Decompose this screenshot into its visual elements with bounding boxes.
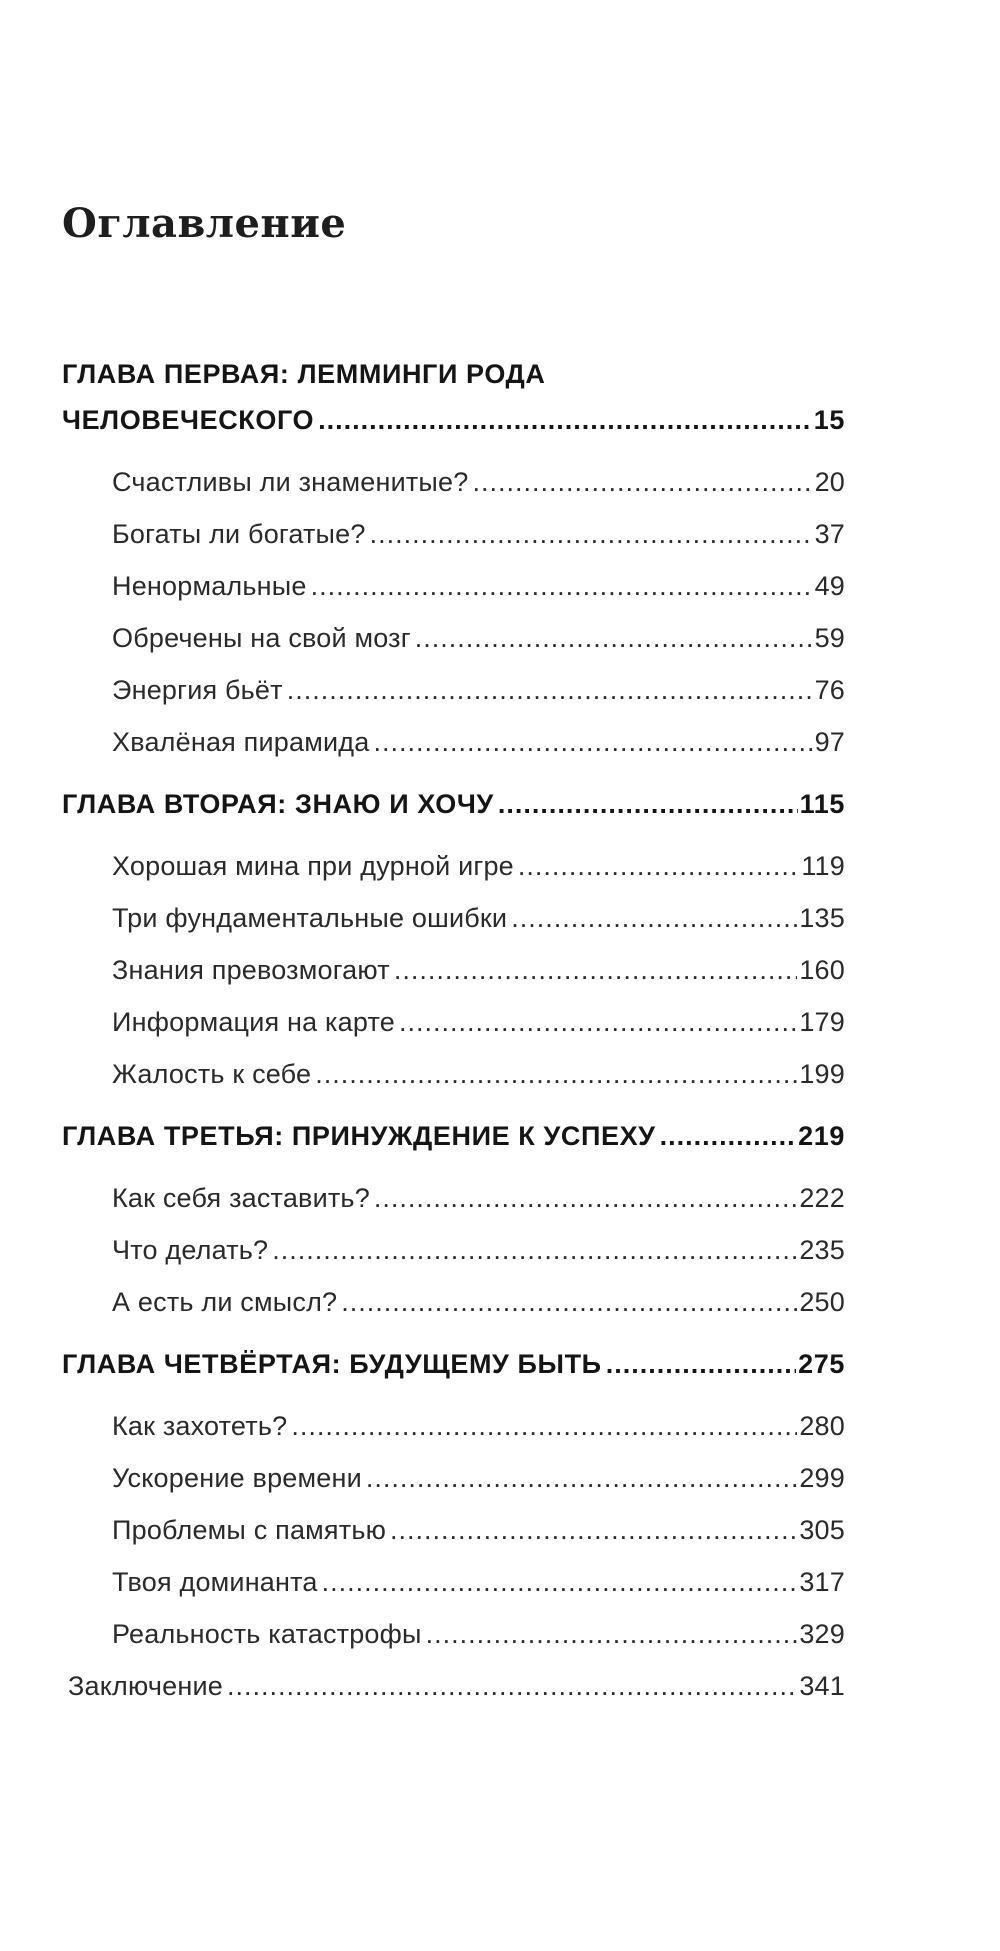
toc-section-entry	[112, 1002, 845, 1038]
toc-entry-title: А есть ли смысл?	[112, 1287, 338, 1317]
toc-entry-page-number: 341	[799, 1671, 845, 1701]
toc-section-entry	[112, 670, 845, 706]
toc-entry-title: Знания превозмогают	[112, 955, 390, 985]
toc-entry-page-number: 275	[798, 1349, 845, 1379]
dot-leader	[322, 1567, 798, 1598]
toc-entry-title: Что делать?	[112, 1235, 269, 1265]
dot-leader	[399, 1007, 797, 1038]
toc-entry-page-number: 199	[799, 1059, 845, 1089]
toc-section-entry	[112, 950, 845, 986]
dot-leader	[518, 851, 799, 882]
dot-leader	[394, 955, 798, 986]
toc-entry-title: Как захотеть?	[112, 1411, 288, 1441]
dot-leader	[287, 675, 813, 706]
toc-entry-title: Реальность катастрофы	[112, 1619, 422, 1649]
toc-section-entry	[112, 1406, 845, 1442]
toc-entry-title: Счастливы ли знаменитые?	[112, 467, 469, 497]
dot-leader	[660, 1121, 797, 1152]
toc-entry-title: Твоя доминанта	[112, 1567, 318, 1597]
toc-section-entry	[112, 1614, 845, 1650]
toc-entry-title: Хорошая мина при дурной игре	[112, 851, 514, 881]
toc-section-entry	[112, 462, 845, 498]
toc-entry-page-number: 219	[798, 1121, 845, 1151]
toc-chapter-entry	[62, 354, 845, 390]
toc-section-entry	[112, 1054, 845, 1090]
toc-entry-title: ГЛАВА ПЕРВАЯ: ЛЕММИНГИ РОДА	[62, 359, 546, 389]
toc-chapter-entry	[62, 784, 845, 820]
dot-leader	[498, 789, 798, 820]
toc-entry-page-number: 299	[799, 1463, 845, 1493]
toc-entry-page-number: 135	[799, 903, 845, 933]
toc-entry-page-number: 280	[799, 1411, 845, 1441]
toc-chapter-entry	[62, 1116, 845, 1152]
toc-conclusion-entry	[68, 1666, 845, 1702]
toc-entry-title: Три фундаментальные ошибки	[112, 903, 508, 933]
toc-entry-page-number: 49	[814, 571, 845, 601]
dot-leader	[370, 519, 813, 550]
toc-entry-page-number: 37	[814, 519, 845, 549]
toc-section-entry	[112, 514, 845, 550]
toc-chapter-entry	[62, 400, 845, 436]
toc-section-entry	[112, 566, 845, 602]
dot-leader	[227, 1671, 797, 1702]
toc-entry-title: ГЛАВА ТРЕТЬЯ: ПРИНУЖДЕНИЕ К УСПЕХУ	[62, 1121, 656, 1151]
toc-entry-title: ГЛАВА ЧЕТВЁРТАЯ: БУДУЩЕМУ БЫТЬ	[62, 1349, 602, 1379]
dot-leader	[318, 405, 812, 436]
toc-section-entry	[112, 1562, 845, 1598]
dot-leader	[374, 1183, 797, 1214]
toc-entry-page-number: 317	[799, 1567, 845, 1597]
toc-entry-page-number: 76	[814, 675, 845, 705]
toc-entry-page-number: 97	[814, 727, 845, 757]
toc-entry-title: Обречены на свой мозг	[112, 623, 411, 653]
toc-section-entry	[112, 898, 845, 934]
toc-entry-title: Проблемы с памятью	[112, 1515, 387, 1545]
toc-entry-title: ЧЕЛОВЕЧЕСКОГО	[62, 405, 315, 435]
dot-leader	[511, 903, 797, 934]
dot-leader	[315, 1059, 797, 1090]
toc-entry-page-number: 329	[799, 1619, 845, 1649]
toc-entry-page-number: 15	[813, 405, 845, 435]
dot-leader	[341, 1287, 797, 1318]
toc-entry-page-number: 222	[799, 1183, 845, 1213]
toc-entry-page-number: 179	[799, 1007, 845, 1037]
toc-section-entry	[112, 1510, 845, 1546]
toc-section-entry	[112, 722, 845, 758]
toc-entry-page-number: 119	[801, 851, 845, 881]
dot-leader	[606, 1349, 796, 1380]
dot-leader	[415, 623, 813, 654]
toc-entry-page-number: 20	[814, 467, 845, 497]
toc-entry-title: Информация на карте	[112, 1007, 395, 1037]
toc-section-entry	[112, 618, 845, 654]
toc-entry-page-number: 250	[799, 1287, 845, 1317]
toc-entry-page-number: 59	[814, 623, 845, 653]
dot-leader	[291, 1411, 797, 1442]
dot-leader	[390, 1515, 797, 1546]
toc-entry-title: Ускорение времени	[112, 1463, 362, 1493]
toc-section-entry	[112, 1230, 845, 1266]
dot-leader	[426, 1619, 798, 1650]
dot-leader	[366, 1463, 797, 1494]
toc-chapter-entry	[62, 1344, 845, 1380]
toc-section-entry	[112, 846, 845, 882]
toc-entry-title: Как себя заставить?	[112, 1183, 370, 1213]
dot-leader	[373, 727, 812, 758]
toc-section-entry	[112, 1178, 845, 1214]
toc-entry-title: Хвалёная пирамида	[112, 727, 370, 757]
toc-entry-title: ГЛАВА ВТОРАЯ: ЗНАЮ И ХОЧУ	[62, 789, 494, 819]
toc-entry-title: Энергия бьёт	[112, 675, 283, 705]
dot-leader	[311, 571, 813, 602]
dot-leader	[472, 467, 812, 498]
toc-entry-page-number: 305	[799, 1515, 845, 1545]
toc-section-entry	[112, 1282, 845, 1318]
page-title: Оглавление	[62, 200, 347, 247]
toc-entry-page-number: 235	[799, 1235, 845, 1265]
toc-entry-page-number: 160	[799, 955, 845, 985]
toc-entry-title: Ненормальные	[112, 571, 307, 601]
dot-leader	[272, 1235, 797, 1266]
toc-entry-page-number: 115	[799, 789, 845, 819]
toc-section-entry	[112, 1458, 845, 1494]
toc-entry-title: Жалость к себе	[112, 1059, 312, 1089]
toc-entry-title: Заключение	[68, 1671, 223, 1701]
toc-entry-title: Богаты ли богатые?	[112, 519, 366, 549]
